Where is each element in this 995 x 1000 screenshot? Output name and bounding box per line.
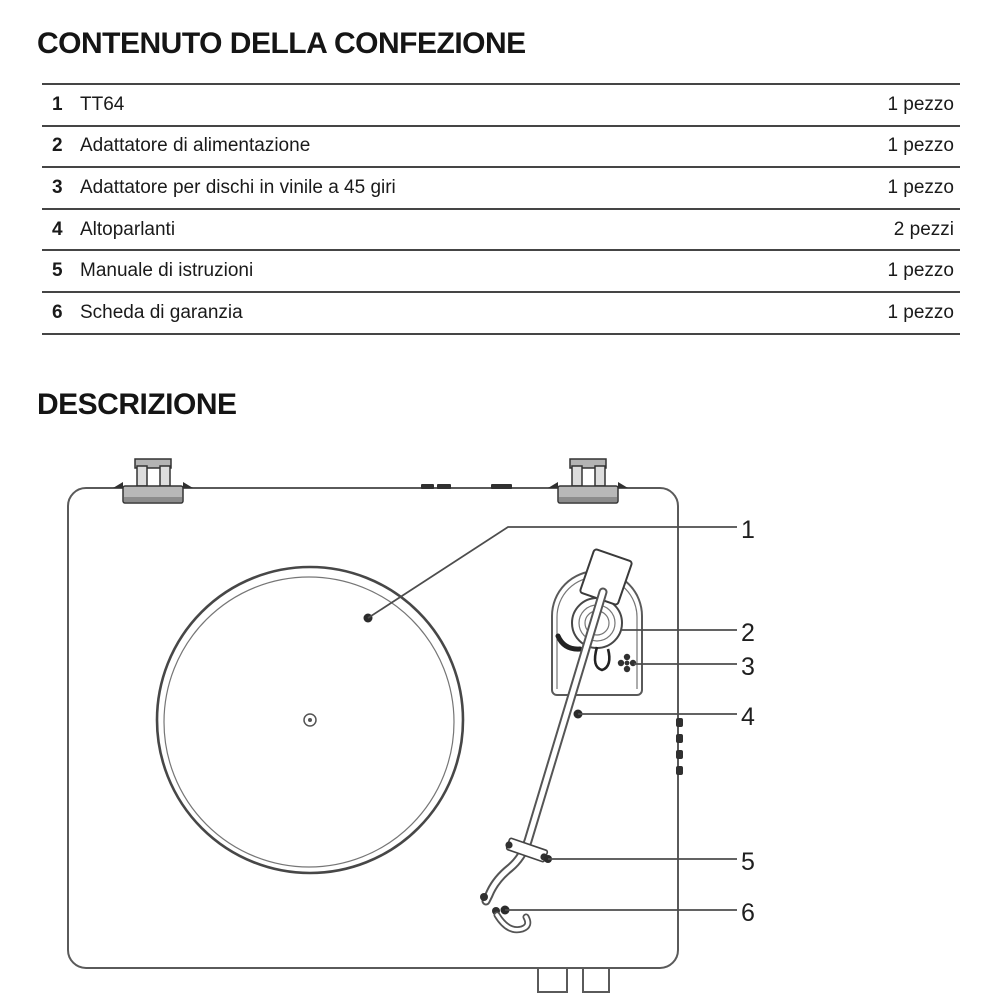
callout-label-5: 5 [741, 848, 755, 876]
callout-label-3: 3 [741, 653, 755, 681]
row-number: 5 [52, 260, 63, 282]
row-label: Adattatore per dischi in vinile a 45 giri [80, 176, 396, 198]
row-label: Scheda di garanzia [80, 301, 243, 323]
platter [157, 567, 463, 873]
row-number: 6 [52, 301, 63, 323]
table-row [42, 168, 960, 210]
table-row [42, 210, 960, 252]
row-quantity: 1 pezzo [887, 93, 954, 115]
row-label: Manuale di istruzioni [80, 260, 254, 282]
row-number: 4 [52, 218, 63, 240]
row-quantity: 1 pezzo [887, 176, 954, 198]
table-row [42, 85, 960, 127]
row-quantity: 1 pezzo [887, 301, 954, 323]
row-number: 2 [52, 135, 63, 157]
feet [538, 968, 609, 992]
turntable-diagram [0, 440, 995, 1000]
row-quantity: 1 pezzo [887, 135, 954, 157]
callout-label-1: 1 [741, 516, 755, 544]
table-row [42, 127, 960, 169]
description-title: DESCRIZIONE [37, 388, 237, 421]
table-row [42, 293, 960, 335]
row-number: 3 [52, 176, 63, 198]
callout-label-2: 2 [741, 619, 755, 647]
row-number: 1 [52, 93, 63, 115]
package-contents-title: CONTENUTO DELLA CONFEZIONE [37, 27, 526, 60]
hinge-right-icon [548, 459, 628, 503]
callout-label-6: 6 [741, 899, 755, 927]
package-contents-table [42, 83, 960, 335]
callout-label-4: 4 [741, 703, 755, 731]
row-label: Altoparlanti [80, 218, 176, 240]
hinge-left-icon [113, 459, 193, 503]
row-label: TT64 [80, 93, 125, 115]
row-quantity: 1 pezzo [887, 260, 954, 282]
row-quantity: 2 pezzi [893, 218, 954, 240]
row-label: Adattatore di alimentazione [80, 135, 311, 157]
table-row [42, 251, 960, 293]
